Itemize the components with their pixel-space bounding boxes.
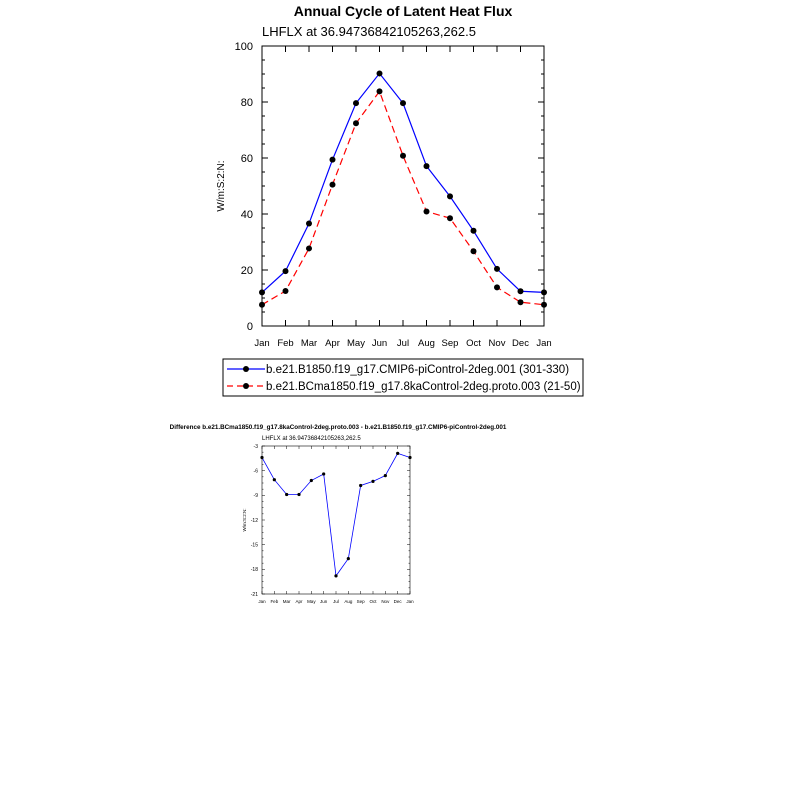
x-tick-label: Oct [369, 599, 377, 604]
x-tick-label: Oct [466, 338, 481, 349]
y-tick-label: -9 [253, 493, 258, 500]
series-2-point [400, 153, 406, 159]
series-1-point [259, 289, 265, 295]
series-1-point [400, 100, 406, 106]
x-tick-label: Aug [418, 338, 435, 349]
series-1-point [273, 478, 276, 481]
series-2-point [377, 88, 383, 94]
y-tick-label: -12 [250, 517, 258, 524]
x-tick-label: Apr [295, 599, 303, 604]
x-tick-label: Dec [512, 338, 529, 349]
x-tick-label: Apr [325, 338, 340, 349]
x-tick-label: May [307, 599, 316, 604]
difference-chart-title: Difference b.e21.BCma1850.f19_g17.8kaControl-2deg.proto.003 - b.e21.B1850.f19_g17.CMIP6-piControl-2deg.001 [169, 424, 507, 431]
difference-plot-area [251, 444, 414, 604]
series-1-point [322, 472, 325, 475]
x-tick-label: Sep [356, 599, 365, 604]
series-2-point [283, 288, 289, 294]
x-tick-label: Jun [371, 338, 388, 349]
y-tick-label: 0 [246, 320, 253, 333]
legend-label-series-2: b.e21.BCma1850.f19_g17.8kaControl-2deg.proto.003 (21-50) [266, 381, 581, 393]
series-1-point [371, 480, 374, 483]
series-1-point [494, 266, 500, 272]
chart-title: Annual Cycle of Latent Heat Flux [293, 3, 513, 19]
series-2-point [471, 248, 477, 254]
series-1-point [260, 456, 263, 459]
x-tick-label: May [347, 338, 365, 349]
x-tick-label: Jul [333, 599, 339, 604]
y-tick-label: 20 [240, 264, 253, 277]
x-tick-label: Jan [406, 599, 414, 604]
x-tick-label: Feb [270, 599, 279, 604]
y-tick-label: -3 [253, 443, 258, 450]
x-tick-label: Nov [381, 599, 390, 604]
series-1-point [396, 452, 399, 455]
series-2-point [518, 299, 524, 305]
x-tick-label: Nov [488, 338, 506, 349]
legend [223, 359, 583, 396]
series-2-point [447, 215, 453, 221]
x-tick-label: Mar [282, 599, 291, 604]
x-tick-label: Jul [396, 338, 410, 349]
series-1-point [330, 157, 336, 163]
series-2-point [330, 182, 336, 188]
series-2-point [353, 120, 359, 126]
legend-marker-series-2 [243, 383, 249, 389]
series-1-point [447, 193, 453, 199]
plot-frame [262, 46, 544, 326]
series-1-point [334, 574, 337, 577]
y-tick-label: -18 [250, 567, 258, 574]
y-tick-label: 100 [234, 40, 253, 53]
difference-y-axis-label: W/m:S:2:N: [242, 508, 247, 532]
x-tick-label: Jan [258, 599, 266, 604]
series-1-point [471, 228, 477, 234]
series-1-point [310, 479, 313, 482]
y-tick-label: -21 [250, 591, 258, 598]
y-tick-label: 40 [240, 208, 253, 221]
series-1-point [408, 456, 411, 459]
series-2-point [306, 245, 312, 251]
x-tick-label: Sep [441, 338, 459, 349]
legend-label-series-1: b.e21.B1850.f19_g17.CMIP6-piControl-2deg.001 (301-330) [266, 364, 570, 376]
y-tick-label: 80 [240, 96, 253, 109]
series-1-point [283, 268, 289, 274]
series-1-point [359, 484, 362, 487]
series-1-point [347, 557, 350, 560]
series-1-line [262, 73, 544, 292]
x-tick-label: Jun [320, 599, 328, 604]
series-1-point [353, 100, 359, 106]
y-tick-label: -15 [250, 542, 258, 549]
series-1-line [262, 453, 410, 576]
y-tick-label: -6 [253, 468, 258, 475]
series-1-point [306, 221, 312, 227]
y-tick-label: 60 [240, 152, 253, 165]
series-1-point [424, 163, 430, 169]
series-1-point [541, 289, 547, 295]
x-tick-label: Jan [254, 338, 270, 349]
x-tick-label: Jan [536, 338, 552, 349]
plot-frame [262, 446, 410, 594]
series-1-point [297, 493, 300, 496]
x-tick-label: Aug [344, 599, 353, 604]
main-plot-area [235, 41, 552, 349]
x-tick-label: Feb [277, 338, 294, 349]
series-1-point [285, 493, 288, 496]
series-1-point [384, 474, 387, 477]
chart-subtitle: LHFLX at 36.94736842105263,262.5 [262, 24, 476, 39]
difference-chart-subtitle: LHFLX at 36.94736842105263,262.5 [262, 436, 361, 442]
series-1-point [377, 70, 383, 76]
series-2-point [494, 284, 500, 290]
x-tick-label: Mar [300, 338, 318, 349]
legend-marker-series-1 [243, 366, 249, 372]
series-2-point [541, 302, 547, 308]
series-1-point [518, 288, 524, 294]
series-2-point [259, 302, 265, 308]
x-tick-label: Dec [393, 599, 402, 604]
y-axis-label: W/m:S:2:N: [216, 160, 227, 212]
series-2-point [424, 208, 430, 214]
